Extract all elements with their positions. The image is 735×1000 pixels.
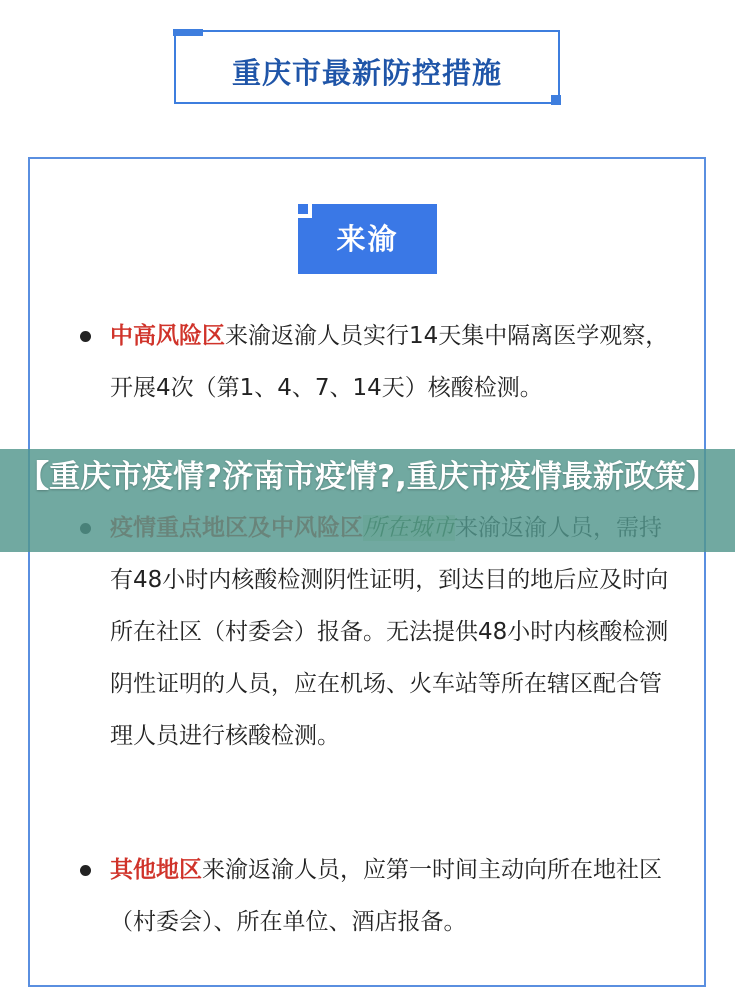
overlay-caption: 【重庆市疫情?济南市疫情?,重庆市疫情最新政策】 xyxy=(18,459,717,495)
risk-area-label: 中高风险区 xyxy=(110,323,225,349)
page-title: 重庆市最新防控措施 xyxy=(231,56,502,90)
title-box xyxy=(174,30,560,104)
risk-area-label: 其他地区 xyxy=(110,857,202,883)
item-text: 来渝返渝人员实行14天集中隔离医学观察，开展4次（第1、4、7、14天）核酸检测。 xyxy=(110,323,669,401)
item-text: 有48小时内核酸检测阴性证明，到达目的地后应及时向所在社区（村委会）报备。无法提供48小时内核酸检测阴性证明的人员，应在机场、火车站等所在辖区配合管理人员进行核酸检测。 xyxy=(110,567,669,749)
tag-corner-decoration xyxy=(298,204,308,214)
bullet-icon xyxy=(80,865,91,876)
item-text: 来渝返渝人员，应第一时间主动向所在地社区（村委会）、所在单位、酒店报备。 xyxy=(110,857,662,935)
section-tag: 来渝 xyxy=(298,204,437,274)
title-corner-decoration xyxy=(551,95,561,105)
list-item xyxy=(110,844,682,948)
list-item xyxy=(110,310,682,414)
bullet-icon xyxy=(80,331,91,342)
title-corner-decoration xyxy=(173,29,203,36)
